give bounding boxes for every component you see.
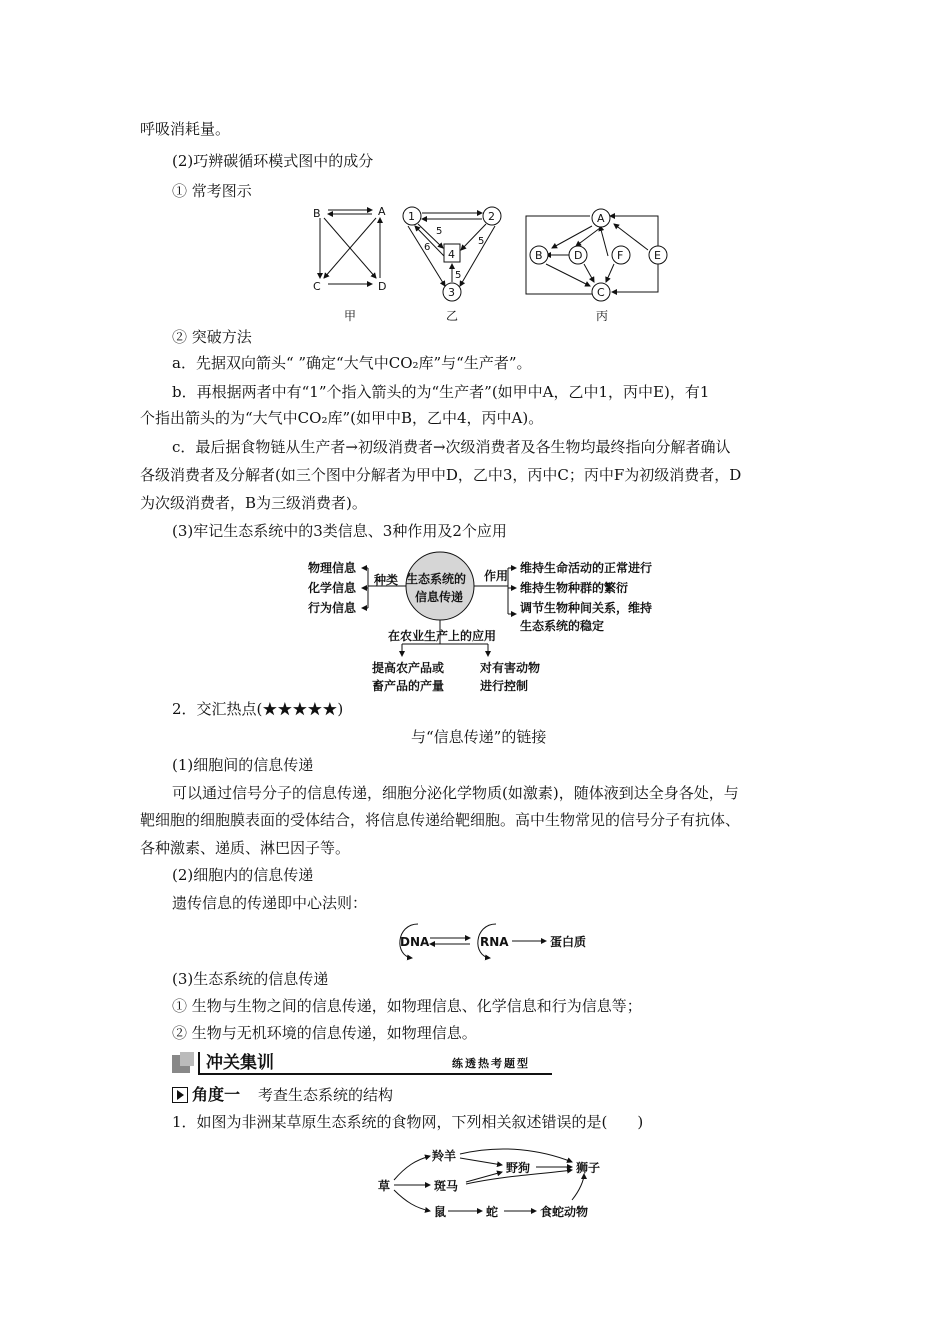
yi-weight: 5 [436, 226, 443, 237]
food-zebra: 斑马 [434, 1179, 459, 1193]
section-heading: (2)巧辨碳循环模式图中的成分 [172, 152, 374, 170]
yi-node-4: 4 [448, 248, 455, 261]
yi-weight: 5 [455, 270, 462, 281]
section-heading: (3)牢记生态系统中的3类信息、3种作用及2个应用 [172, 522, 507, 540]
info-type: 化学信息 [308, 581, 357, 595]
bing-node-d: D [574, 249, 583, 262]
info-role: 维持生物种群的繁衍 [520, 581, 629, 595]
yi-node-3: 3 [448, 286, 455, 299]
banner-squares-icon [180, 1052, 194, 1066]
info-app: 提高农产品或 [372, 661, 445, 675]
bing-node-e: E [654, 249, 661, 262]
info-apply-label: 在农业生产上的应用 [388, 629, 497, 643]
text-line: 可以通过信号分子的信息传递，细胞分泌化学物质(如激素)，随体液到达全身各处，与 [172, 784, 739, 802]
text-line: 个指出箭头的为“大气中CO₂库”(如甲中B，乙中4，丙中A)。 [140, 409, 544, 427]
text-line: c．最后据食物链从生产者→初级消费者→次级消费者及各生物均最终指向分解者确认 [172, 438, 731, 456]
yi-node-2: 2 [488, 210, 495, 223]
food-antelope: 羚羊 [432, 1149, 457, 1163]
diagram-jia [320, 210, 380, 284]
angle-title: 考查生态系统的结构 [258, 1086, 394, 1104]
text-line: b．再根据两者中有“1”个指入箭头的为“生产者”(如甲中A，乙中1，丙中E)，有1 [172, 383, 710, 401]
text-line: 各级消费者及分解者(如三个图中分解者为甲中D，乙中3，丙中C；丙中F为初级消费者，D [140, 466, 742, 484]
info-app: 畜产品的产量 [372, 679, 445, 693]
info-type: 行为信息 [308, 601, 357, 615]
food-snake-eater: 食蛇动物 [540, 1205, 589, 1219]
jia-caption: 甲 [344, 309, 357, 323]
text-line: a．先据双向箭头“ ”确定“大气中CO₂库”与“生产者”。 [172, 354, 532, 372]
text-line: 呼吸消耗量。 [140, 120, 231, 138]
angle-label: 角度一 [192, 1085, 241, 1104]
bing-node-b: B [535, 249, 543, 262]
info-app: 进行控制 [480, 679, 529, 693]
food-mouse: 鼠 [434, 1205, 447, 1219]
yi-weight: 6 [424, 242, 431, 253]
food-lion: 狮子 [576, 1161, 601, 1175]
jia-node-d: D [378, 280, 387, 293]
info-role-label: 作用 [484, 569, 509, 583]
info-app: 对有害动物 [480, 661, 541, 675]
yi-caption: 乙 [446, 309, 459, 323]
text-line: ① 常考图示 [172, 182, 252, 200]
info-role: 调节生物种间关系，维持 [520, 601, 653, 615]
text-line: ① 生物与生物之间的信息传递，如物理信息、化学信息和行为信息等； [172, 997, 642, 1015]
section-heading: (1)细胞间的信息传递 [172, 756, 314, 774]
section-heading: (3)生态系统的信息传递 [172, 970, 329, 988]
yi-weight: 5 [478, 236, 485, 247]
info-role: 维持生命活动的正常进行 [520, 561, 653, 575]
bing-node-f: F [617, 249, 624, 262]
question-line: 1．如图为非洲某草原生态系统的食物网，下列相关叙述错误的是( ) [172, 1113, 644, 1131]
bing-node-a: A [597, 212, 605, 225]
jia-node-c: C [313, 280, 321, 293]
section-heading: ② 突破方法 [172, 328, 252, 346]
text-line: 为次级消费者，B为三级消费者)。 [140, 494, 367, 512]
text-line: 靶细胞的细胞膜表面的受体结合，将信息传递给靶细胞。高中生物常见的信号分子有抗体、 [140, 811, 741, 829]
jia-node-b: B [313, 207, 321, 220]
info-type: 物理信息 [308, 561, 357, 575]
info-transfer-figure [304, 548, 694, 694]
yi-node-1: 1 [408, 210, 415, 223]
jia-node-a: A [378, 205, 386, 218]
food-wild-dog: 野狗 [506, 1161, 531, 1175]
text-line: 各种激素、递质、淋巴因子等。 [140, 839, 351, 857]
info-center-line1: 生态系统的 [406, 572, 467, 586]
food-snake: 蛇 [486, 1205, 499, 1219]
text-line: 遗传信息的传递即中心法则： [172, 894, 368, 912]
info-role: 生态系统的稳定 [520, 619, 605, 633]
banner-title: 冲关集训 [206, 1053, 274, 1073]
practice-banner [172, 1052, 552, 1074]
dogma-dna: DNA [400, 935, 430, 949]
central-dogma-figure [388, 916, 628, 966]
food-web-figure [372, 1140, 612, 1224]
info-center-line2: 信息传递 [415, 590, 464, 604]
section-heading: 2．交汇热点(★★★★★) [172, 700, 344, 718]
play-icon [172, 1087, 188, 1103]
info-kind-label: 种类 [374, 573, 399, 587]
text-line: ② 生物与无机环境的信息传递，如物理信息。 [172, 1024, 477, 1042]
carbon-cycle-figure [300, 198, 670, 328]
subheading: 与“信息传递”的链接 [411, 728, 547, 746]
section-heading: (2)细胞内的信息传递 [172, 866, 314, 884]
banner-subtitle: 练透热考题型 [452, 1057, 530, 1070]
dogma-rna: RNA [480, 935, 509, 949]
dogma-protein: 蛋白质 [550, 935, 587, 949]
bing-caption: 丙 [596, 309, 609, 323]
bing-node-c: C [597, 286, 605, 299]
food-grass: 草 [378, 1179, 391, 1193]
